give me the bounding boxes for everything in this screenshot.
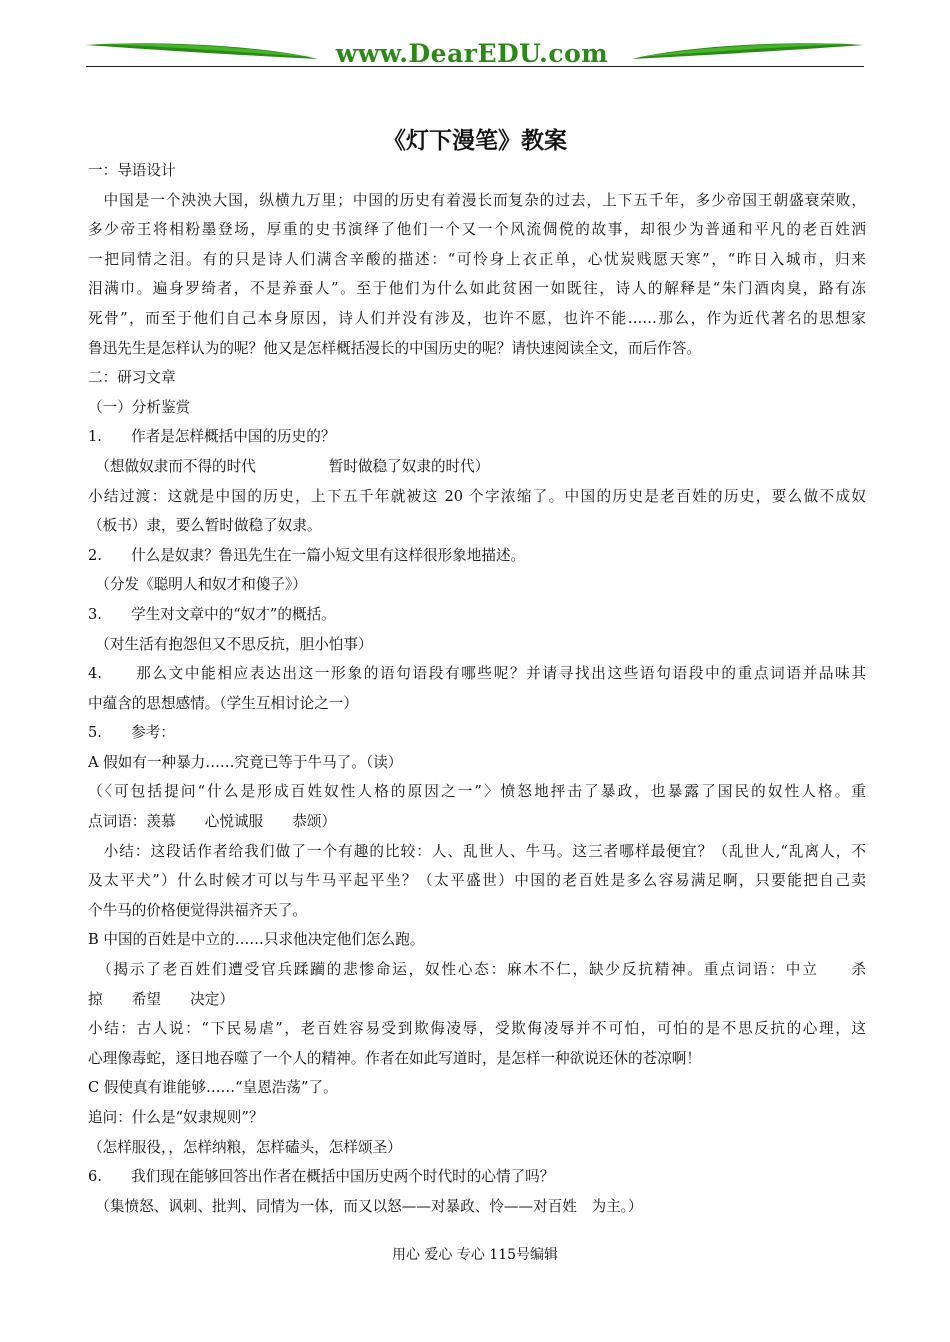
text-line: B 中国的百姓是中立的……只求他决定他们怎么跑。 bbox=[88, 931, 425, 949]
text-line: 中蕴含的思想感情。（学生互相讨论之一） bbox=[88, 694, 358, 712]
text-line: 6. 我们现在能够回答出作者在概括中国历史两个时代时的心情了吗？ bbox=[88, 1168, 555, 1186]
text-line: 死骨”，而至于他们自己本身原因，诗人们并没有涉及，也许不愿，也许不能……那么，作为近代著名的思想家 bbox=[88, 309, 866, 327]
text-line: 一：导语设计 bbox=[88, 162, 176, 179]
text-line: （集愤怒、讽刺、批判、同情为一体，而又以怒——对暴政、怜——对百姓 为主。） bbox=[88, 1197, 643, 1215]
text-line: 小结过渡：这就是中国的历史，上下五千年就被这 20 个字浓缩了。中国的历史是老百姓的历史，要么做不成奴 bbox=[88, 487, 866, 505]
text-line: （想做奴隶而不得的时代 暂时做稳了奴隶的时代） bbox=[88, 457, 490, 475]
text-line: 一把同情之泪。有的只是诗人们满含辛酸的描述：“可怜身上衣正单，心忧炭贱愿天寒”，“昨日入城市，归来 bbox=[88, 250, 866, 268]
text-line: C 假使真有谁能够……“皇恩浩荡”了。 bbox=[88, 1079, 338, 1097]
text-line: 及太平犬”）什么时候才可以与牛马平起平坐？（太平盛世）中国的老百姓是多么容易满足啊，只要能把自己卖 bbox=[88, 872, 866, 890]
text-line: 鲁迅先生是怎样认为的呢？他又是怎样概括漫长的中国历史的呢？请快速阅读全文，而后作答。 bbox=[88, 339, 701, 357]
text-line: 心理像毒蛇，逐日地吞噬了一个人的精神。作者在如此写道时，是怎样一种欲说还休的苍凉啊！ bbox=[88, 1049, 701, 1067]
text-line: 3. 学生对文章中的“奴才”的概括。 bbox=[88, 605, 336, 623]
text-line: 小结：古人说：“下民易虐”，老百姓容易受到欺侮凌辱，受欺侮凌辱并不可怕，可怕的是不思反抗的心理，这 bbox=[88, 1020, 866, 1038]
header-rule bbox=[86, 66, 864, 67]
text-line: （分发《聪明人和奴才和傻子》） bbox=[88, 576, 307, 594]
text-line: 二：研习文章 bbox=[88, 369, 176, 387]
document-body bbox=[88, 156, 866, 1221]
text-line: （板书）隶，要么暂时做稳了奴隶。 bbox=[88, 517, 322, 535]
text-line: 4. 那么文中能相应表达出这一形象的语句语段有哪些呢？并请寻找出这些语句语段中的重点词语并品味其 bbox=[88, 665, 866, 683]
text-line: 多少帝王将相粉墨登场，厚重的史书演绎了他们一个又一个风流倜傥的故事，却很少为普通和平凡的老百姓洒 bbox=[88, 221, 866, 239]
site-logo-text: www.DearEDU.com bbox=[335, 39, 609, 68]
text-line: 中国是一个泱泱大国，纵横九万里；中国的历史有着漫长而复杂的过去，上下五千年，多少帝国王朝盛衰荣败， bbox=[88, 191, 866, 209]
document-title: 《灯下漫笔》教案 bbox=[383, 127, 567, 154]
text-line: （一）分析鉴赏 bbox=[88, 398, 191, 416]
text-line: （对生活有抱怨但又不思反抗，胆小怕事） bbox=[88, 635, 373, 653]
text-line: （揭示了老百姓们遭受官兵蹂躏的悲惨命运，奴性心态：麻木不仁，缺少反抗精神。重点词语：中立 杀 bbox=[88, 961, 866, 979]
text-line: 泪满巾。遍身罗绮者，不是养蚕人”。至于他们为什么如此贫困一如既往，诗人的解释是“朱门酒肉臭，路有冻 bbox=[88, 280, 866, 298]
text-line: （怎样服役，，怎样纳粮，怎样磕头，怎样颂圣） bbox=[88, 1138, 402, 1156]
page-header bbox=[86, 36, 864, 76]
text-line: 点词语：羡慕 心悦诚服 恭颂） bbox=[88, 813, 337, 831]
text-line: 追问：什么是“奴隶规则”？ bbox=[88, 1109, 264, 1126]
text-line: 个牛马的价格便觉得洪福齐天了。 bbox=[88, 901, 307, 919]
text-line: 5. 参考： bbox=[88, 724, 175, 742]
text-line: 1. 作者是怎样概括中国的历史的？ bbox=[88, 428, 336, 446]
text-line: A 假如有一种暴力……究竟已等于牛马了。（读） bbox=[88, 753, 403, 771]
text-line: 小结：这段话作者给我们做了一个有趣的比较：人、乱世人、牛马。这三者哪样最便宜？（乱世人,“乱离人，不 bbox=[88, 842, 866, 860]
page-footer: 用心 爱心 专心 115号编辑 bbox=[391, 1247, 559, 1263]
text-line: 掠 希望 决定） bbox=[88, 990, 234, 1008]
text-line: （〈可包括提问“什么是形成百姓奴性人格的原因之一”〉愤怒地抨击了暴政，也暴露了国民的奴性人格。重 bbox=[88, 783, 866, 801]
text-line: 2. 什么是奴隶？鲁迅先生在一篇小短文里有这样很形象地描述。 bbox=[88, 546, 526, 564]
